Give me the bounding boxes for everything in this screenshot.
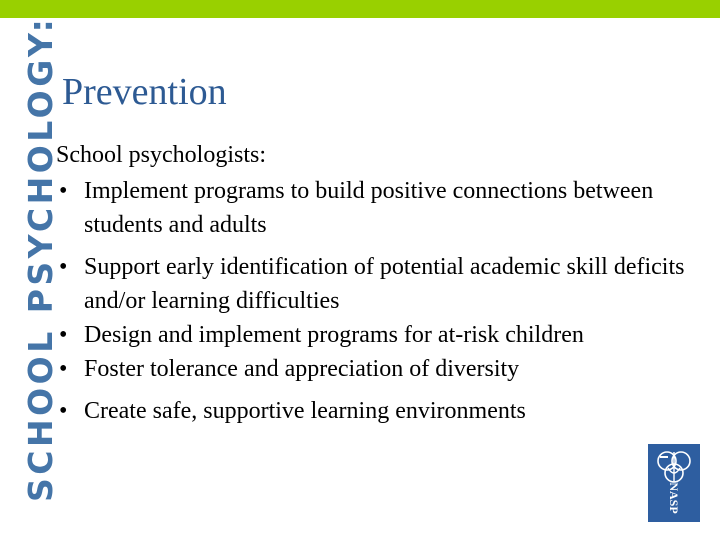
bullet-icon: • <box>59 254 68 280</box>
bullet-text: Design and implement programs for at-risk children <box>84 322 584 348</box>
vertical-brand-text: SCHOOL PSYCHOLOGY: <box>21 15 60 502</box>
bullet-icon: • <box>59 322 68 348</box>
nasp-emblem-icon <box>648 444 700 522</box>
bullet-item <box>56 174 686 242</box>
bullet-text: Foster tolerance and appreciation of diversity <box>84 356 520 382</box>
bullet-item <box>56 318 686 352</box>
slide-body <box>56 138 686 428</box>
slide-title: Prevention <box>62 71 227 113</box>
bullet-item <box>56 394 686 428</box>
bullet-item <box>56 250 686 318</box>
bullet-text: Support early identification of potential academic skill deficits and/or learning difficulties <box>84 254 685 314</box>
bullet-item <box>56 352 686 386</box>
bullet-text: Implement programs to build positive connections between students and adults <box>84 178 654 238</box>
logo-text: NASP <box>667 482 681 514</box>
intro-text: School psychologists: <box>56 142 267 168</box>
bullet-icon: • <box>59 178 68 204</box>
bullet-icon: • <box>59 356 68 382</box>
nasp-logo <box>648 444 700 522</box>
top-accent-bar <box>0 0 720 18</box>
bullet-icon: • <box>59 398 68 424</box>
bullet-text: Create safe, supportive learning environments <box>84 398 526 424</box>
